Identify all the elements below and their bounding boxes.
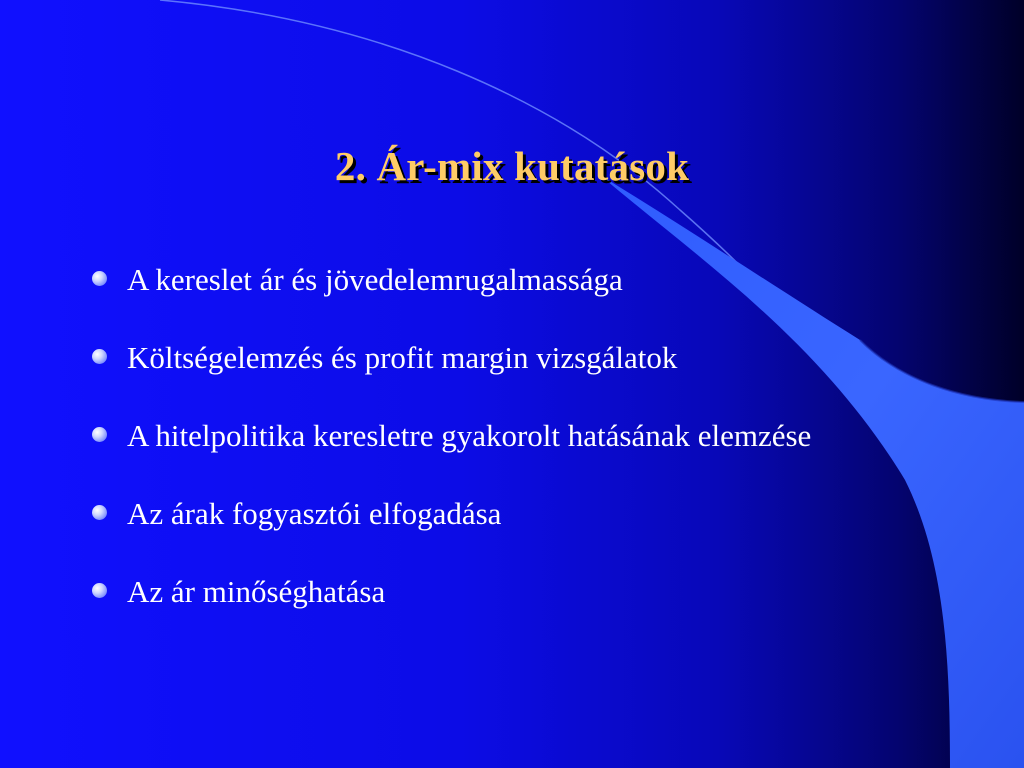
- bullet-text: A hitelpolitika keresletre gyakorolt hatásának elemzése: [127, 418, 812, 453]
- bullet-text: A kereslet ár és jövedelemrugalmassága: [127, 262, 623, 297]
- bullet-item: [90, 244, 870, 315]
- bullet-item: [90, 478, 870, 549]
- bullet-item: [90, 322, 870, 393]
- slide-title: 2. Ár-mix kutatások: [334, 143, 690, 189]
- bullet-text: Költségelemzés és profit margin vizsgálatok: [127, 340, 678, 375]
- bullet-icon: [92, 271, 107, 286]
- bullet-icon: [92, 349, 107, 364]
- bullet-item: [90, 556, 870, 627]
- bullet-icon: [92, 583, 107, 598]
- bullet-item: [90, 400, 870, 471]
- bullet-icon: [92, 427, 107, 442]
- bullet-text: Az ár minőséghatása: [127, 574, 386, 609]
- bullet-icon: [92, 505, 107, 520]
- bullet-text: Az árak fogyasztói elfogadása: [127, 496, 502, 531]
- bullet-list: [90, 244, 870, 634]
